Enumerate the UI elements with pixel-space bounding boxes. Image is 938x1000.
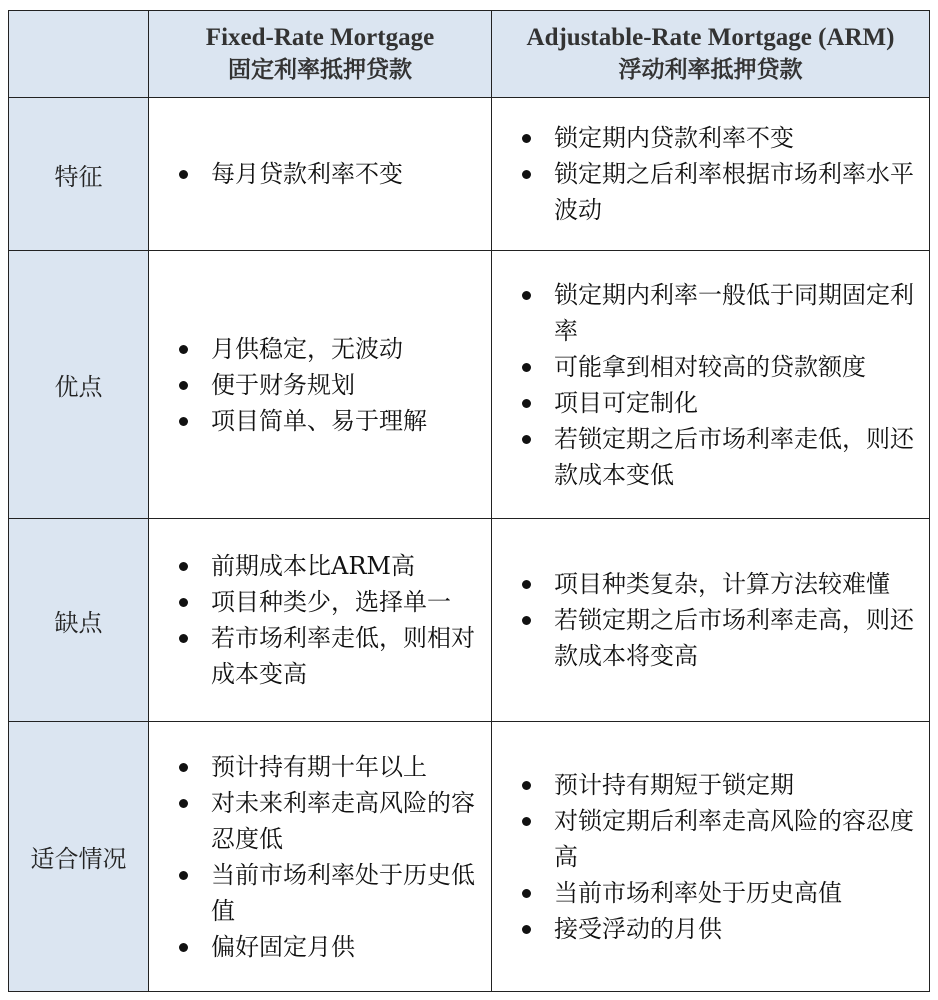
list-item (518, 566, 919, 602)
row-features (9, 98, 930, 251)
row-label-disadvantages: 缺点 (9, 519, 149, 722)
fixed-suitable-list (149, 749, 491, 965)
list-item (175, 403, 481, 439)
fixed-disadvantages-list (149, 548, 491, 692)
bullet-icon (179, 598, 188, 607)
bullet-icon (522, 170, 531, 179)
arm-disadvantages-list (492, 566, 929, 674)
list-item-text: 预计持有期十年以上 (211, 752, 427, 781)
fixed-features-cell (149, 98, 492, 251)
list-item (518, 156, 919, 228)
arm-suitable-cell (492, 722, 930, 992)
list-item-text: 若锁定期之后市场利率走低，则还款成本变低 (554, 424, 914, 489)
row-label-features: 特征 (9, 98, 149, 251)
fixed-suitable-cell (149, 722, 492, 992)
mortgage-comparison-table (8, 10, 930, 992)
list-item-text: 若市场利率走低，则相对成本变高 (211, 624, 475, 688)
row-label-advantages: 优点 (9, 251, 149, 519)
list-item (518, 767, 919, 803)
list-item-text: 项目可定制化 (554, 388, 698, 417)
bullet-icon (522, 616, 531, 625)
list-item-text: 锁定期内贷款利率不变 (554, 124, 794, 152)
list-item (175, 857, 481, 929)
list-item-text: 便于财务规划 (211, 370, 355, 399)
bullet-icon (179, 943, 188, 952)
fixed-rate-title-zh: 固定利率抵押贷款 (228, 56, 412, 83)
fixed-advantages-list (149, 331, 491, 439)
list-item (518, 120, 919, 156)
list-item-text: 偏好固定月供 (211, 932, 355, 961)
fixed-features-list (149, 156, 491, 192)
fixed-disadvantages-cell (149, 519, 492, 722)
row-label-suitable: 适合情况 (9, 722, 149, 992)
fixed-advantages-cell (149, 251, 492, 519)
arm-suitable-list (492, 767, 929, 947)
list-item-text: 当前市场利率处于历史高值 (554, 878, 842, 907)
list-item (518, 911, 919, 947)
arm-features-list (492, 120, 929, 228)
list-item (175, 367, 481, 403)
list-item-text: 锁定期内利率一般低于同期固定利率 (554, 280, 914, 345)
list-item (518, 803, 919, 875)
bullet-icon (179, 170, 188, 179)
bullet-icon (179, 799, 188, 808)
list-item (518, 602, 919, 674)
list-item-text: 锁定期之后利率根据市场利率水平波动 (554, 160, 914, 224)
arm-advantages-cell (492, 251, 930, 519)
bullet-icon (522, 781, 531, 790)
list-item-text: 可能拿到相对较高的贷款额度 (554, 352, 866, 381)
bullet-icon (179, 417, 188, 426)
list-item (518, 349, 919, 385)
bullet-icon (179, 634, 188, 643)
arm-disadvantages-cell (492, 519, 930, 722)
list-item (518, 385, 919, 421)
list-item-text: 当前市场利率处于历史低值 (211, 860, 475, 925)
list-item-text: 接受浮动的月供 (554, 914, 722, 943)
list-item (175, 749, 481, 785)
list-item (518, 421, 919, 493)
bullet-icon (522, 817, 531, 826)
bullet-icon (179, 871, 188, 880)
arm-advantages-list (492, 277, 929, 493)
list-item-text: 项目简单、易于理解 (211, 406, 427, 435)
list-item (518, 277, 919, 349)
list-item-text: 项目种类少，选择单一 (211, 588, 451, 616)
bullet-icon (522, 363, 531, 372)
list-item-text: 若锁定期之后市场利率走高，则还款成本将变高 (554, 606, 914, 670)
row-disadvantages (9, 519, 930, 722)
fixed-rate-title-en: Fixed-Rate Mortgage (205, 24, 435, 51)
arm-header (492, 11, 930, 98)
bullet-icon (179, 345, 188, 354)
bullet-icon (522, 399, 531, 408)
bullet-icon (179, 381, 188, 390)
bullet-icon (179, 763, 188, 772)
fixed-rate-header (149, 11, 492, 98)
arm-title-zh: 浮动利率抵押贷款 (618, 56, 803, 83)
bullet-icon (522, 925, 531, 934)
list-item-text: 对未来利率走高风险的容忍度低 (211, 788, 475, 853)
bullet-icon (522, 435, 531, 444)
list-item-text: 每月贷款利率不变 (211, 160, 403, 188)
list-item-text: 预计持有期短于锁定期 (554, 770, 794, 799)
list-item (175, 929, 481, 965)
list-item (175, 584, 481, 620)
list-item-text: 前期成本比ARM高 (211, 552, 415, 580)
list-item (175, 331, 481, 367)
list-item (518, 875, 919, 911)
arm-features-cell (492, 98, 930, 251)
list-item-text: 项目种类复杂，计算方法较难懂 (554, 570, 890, 598)
list-item (175, 548, 481, 584)
header-row (9, 11, 930, 98)
row-advantages (9, 251, 930, 519)
list-item (175, 620, 481, 692)
bullet-icon (522, 889, 531, 898)
bullet-icon (522, 134, 531, 143)
corner-cell (9, 11, 149, 98)
list-item (175, 785, 481, 857)
list-item-text: 月供稳定，无波动 (211, 334, 403, 363)
bullet-icon (179, 562, 188, 571)
list-item-text: 对锁定期后利率走高风险的容忍度高 (554, 806, 914, 871)
row-suitable-situations (9, 722, 930, 992)
bullet-icon (522, 291, 531, 300)
list-item (175, 156, 481, 192)
bullet-icon (522, 580, 531, 589)
arm-title-en: Adjustable-Rate Mortgage (ARM) (526, 24, 895, 51)
